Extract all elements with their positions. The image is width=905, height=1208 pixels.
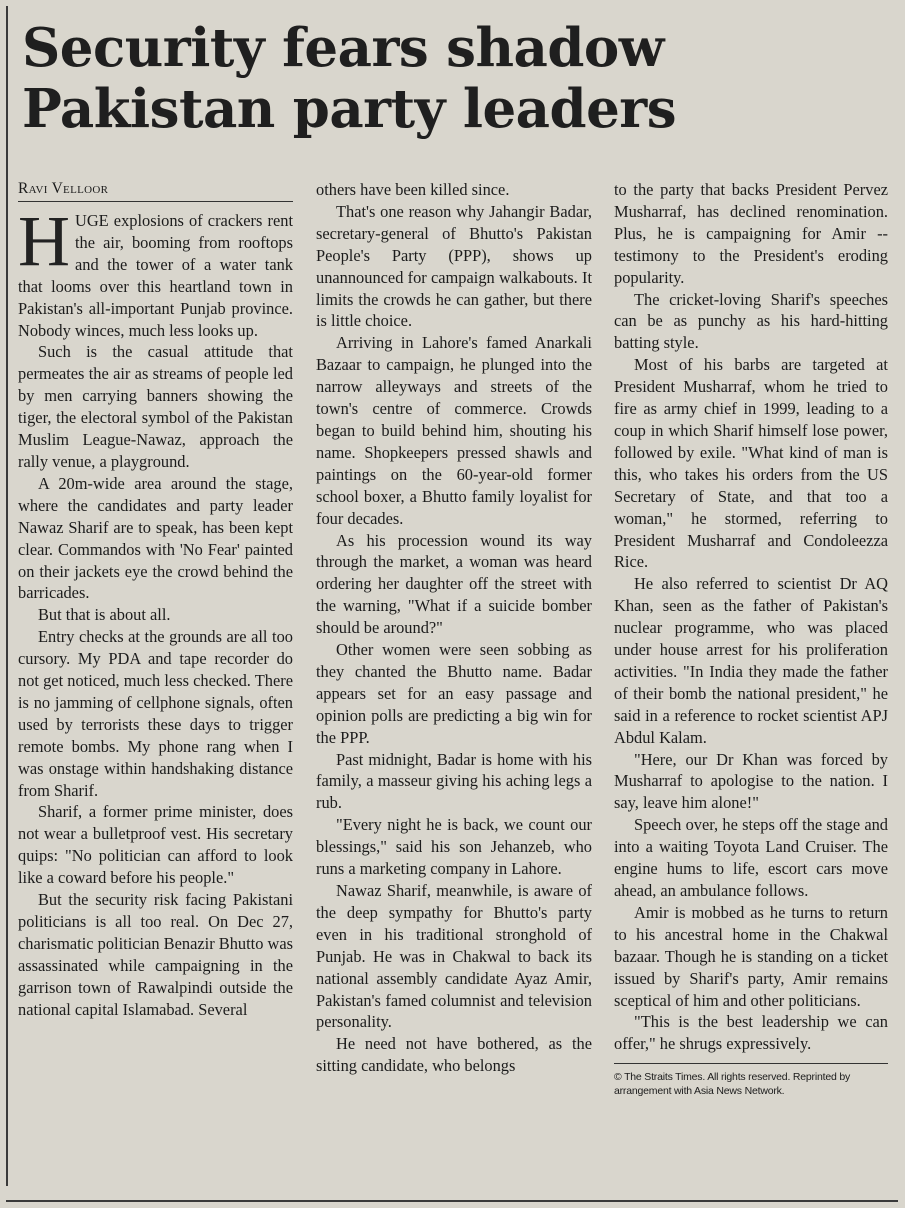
paragraph: That's one reason why Jahangir Badar, secretary-general of Bhutto's Pakistan People's Party (PPP), shows up unannounced for campaign walkabouts. It limits the crowds he can gather, but there is little choice. [316, 201, 592, 331]
paragraph: A 20m-wide area around the stage, where the candidates and party leader Nawaz Sharif are to speak, has been kept clear. Commandos with 'No Fear' painted on their jackets eye the crowd behind the barricades. [18, 473, 293, 603]
paragraph: "Here, our Dr Khan was forced by Musharraf to apologise to the nation. I say, leave him alone!" [614, 749, 888, 813]
paragraph: But the security risk facing Pakistani politicians is all too real. On Dec 27, charismatic politician Benazir Bhutto was assassinated while campaigning in the garrison town of Rawalpindi outside the national capital Islamabad. Several [18, 890, 293, 1019]
paragraph: Past midnight, Badar is home with his family, a masseur giving his aching legs a rub. [316, 749, 592, 813]
article-column-3 [614, 179, 888, 1098]
paragraph: He also referred to scientist Dr AQ Khan, seen as the father of Pakistan's nuclear programme, who was placed under house arrest for his proliferation activities. "In India they made the father of their bomb the national president," he said in a reference to rocket scientist APJ Abdul Kalam. [614, 574, 888, 747]
article-column-2 [316, 179, 592, 1077]
paragraph: Arriving in Lahore's famed Anarkali Bazaar to campaign, he plunged into the narrow alleyways and streets of the town's centre of commerce. Crowds began to build behind him, shouting his name. Shopkeepers pressed shawls and paintings on the 60-year-old former school boxer, a Bhutto family loyalist for four decades. [316, 333, 592, 528]
byline: Ravi Velloor [18, 179, 293, 202]
paragraph: Such is the casual attitude that permeates the air as streams of people led by men carrying banners showing the tiger, the electoral symbol of the Pakistan Muslim League-Nawaz, approach the rally venue, a playground. [18, 342, 293, 471]
paragraph: He need not have bothered, as the sitting candidate, who belongs [316, 1034, 592, 1076]
lead-text: UGE explosions of crackers rent the air, booming from rooftops and the tower of a water tank that looms over this heartland town in Pakistan's all-important Punjab province. Nobody winces, much less looks up. [18, 211, 293, 340]
bottom-rule [6, 1200, 898, 1202]
paragraph: Other women were seen sobbing as they chanted the Bhutto name. Badar appears set for an easy passage and opinion polls are predicting a big win for the PPP. [316, 640, 592, 747]
paragraph: others have been killed since. [316, 180, 510, 199]
paragraph: "This is the best leadership we can offer," he shrugs expressively. [614, 1012, 888, 1054]
drop-cap: H [18, 201, 70, 281]
copyright-credit: © The Straits Times. All rights reserved. Reprinted by arrangement with Asia News Network. [614, 1063, 888, 1098]
article-column-1 [18, 179, 293, 1021]
paragraph: Amir is mobbed as he turns to return to his ancestral home in the Chakwal bazaar. Though he is standing on a ticket issued by Sharif's party, Amir remains sceptical of him and other politicians. [614, 902, 888, 1010]
paragraph: to the party that backs President Pervez Musharraf, has declined renomination. Plus, he is campaigning for Amir -- testimony to the President's eroding popularity. [614, 180, 888, 287]
headline: Security fears shadow Pakistan party leaders [22, 17, 677, 140]
paragraph: Sharif, a former prime minister, does not wear a bulletproof vest. His secretary quips: "No politician can afford to look like a coward before his people." [18, 802, 293, 888]
paragraph: But that is about all. [38, 605, 171, 625]
lead-paragraph [18, 201, 293, 341]
paragraph: Nawaz Sharif, meanwhile, is aware of the deep sympathy for Bhutto's party even in his traditional stronghold of Punjab. He was in Chakwal to back its national assembly candidate Ayaz Amir, Pakistan's famed columnist and television personality. [316, 881, 592, 1032]
paragraph: Entry checks at the grounds are all too cursory. My PDA and tape recorder do not get noticed, much less checked. There is no jamming of cellphone signals, often used by terrorists these days to trigger remote bombs. My phone rang when I was onstage within handshaking distance from Sharif. [18, 627, 293, 800]
paragraph: "Every night he is back, we count our blessings," said his son Jehanzeb, who runs a marketing company in Lahore. [316, 815, 592, 879]
left-column-rule [6, 6, 8, 1186]
paragraph: Speech over, he steps off the stage and into a waiting Toyota Land Cruiser. The engine hums to life, escort cars move ahead, an ambulance follows. [614, 815, 888, 900]
paragraph: Most of his barbs are targeted at President Musharraf, whom he tried to fire as army chief in 1999, leading to a coup in which Sharif himself lose power, followed by exile. "What kind of man is this, who takes his orders from the US Secretary of State, and that too a woman," he stormed, referring to President Musharraf and Condoleezza Rice. [614, 355, 888, 572]
paragraph: As his procession wound its way through the market, a woman was heard ordering her daughter off the street with the warning, "What if a suicide bomber should be around?" [316, 530, 592, 638]
paragraph: The cricket-loving Sharif's speeches can be as punchy as his hard-hitting batting style. [614, 289, 888, 353]
